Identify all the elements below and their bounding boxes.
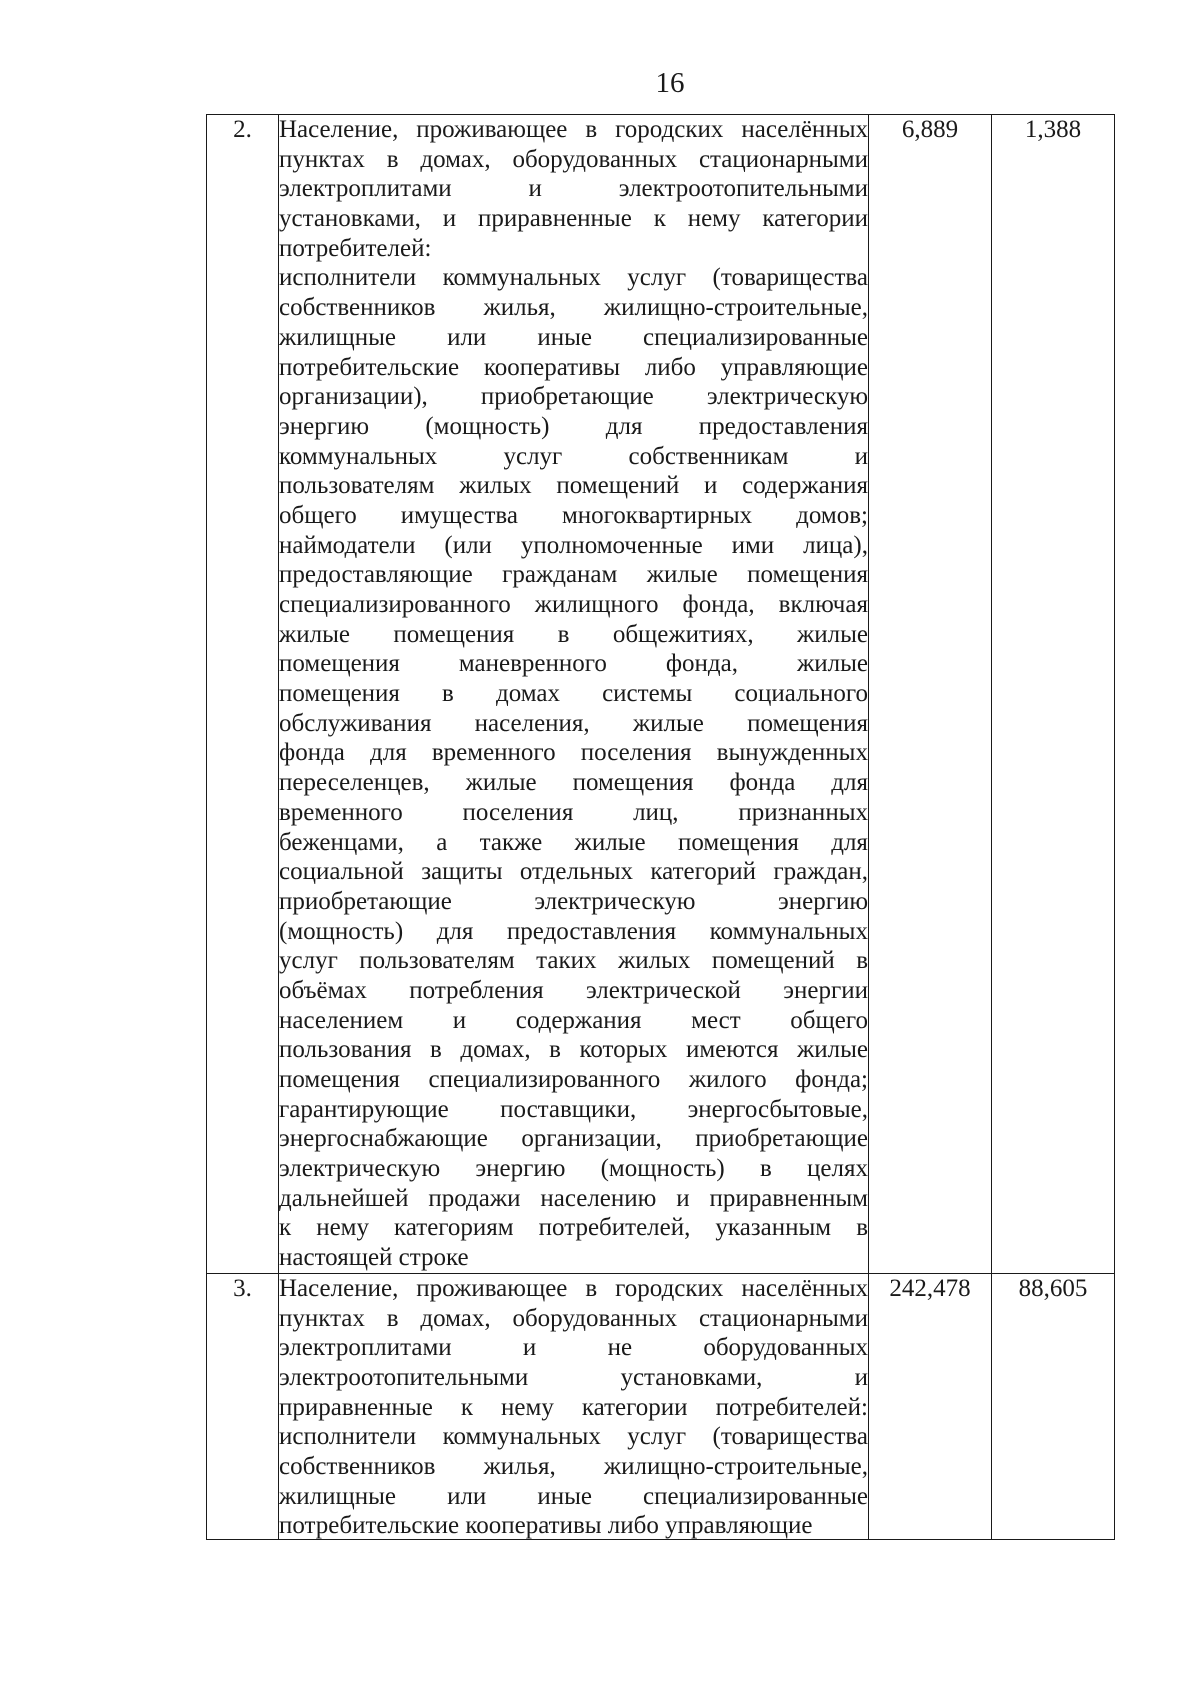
table-row	[207, 115, 1115, 1274]
table-row	[207, 1273, 1115, 1540]
description-line: Население, проживающее в городских населённых	[279, 116, 868, 143]
description-line: приобретающие электрическую энергию	[279, 887, 868, 915]
description-line: энергоснабжающие организации, приобретающие	[279, 1125, 868, 1153]
description-line: электрическую энергию (мощность) в целях	[279, 1155, 868, 1183]
description-line: (мощность) для предоставления коммунальных	[279, 917, 868, 945]
description-line: социальной защиты отдельных категорий граждан,	[279, 858, 868, 886]
row-value-2: 88,605	[992, 1273, 1115, 1540]
description-line: электроотопительными установками, и	[279, 1363, 868, 1391]
description-line: электроплитами и электроотопительными	[279, 175, 868, 203]
description-line: жилищные или иные специализированные	[279, 323, 868, 351]
description-line: собственников жилья, жилищно-строительные,	[279, 294, 868, 322]
description-line: собственников жилья, жилищно-строительные,	[279, 1452, 868, 1480]
description-line: специализированного жилищного фонда, включая	[279, 591, 868, 618]
description-line: к нему категориям потребителей, указанным в	[279, 1214, 868, 1242]
description-line: жилищные или иные специализированные	[279, 1482, 868, 1510]
row-number: 2.	[207, 115, 279, 1274]
description-line: пользователям жилых помещений и содержания	[279, 472, 868, 500]
description-line: предоставляющие гражданам жилые помещения	[279, 561, 868, 589]
description-line: пунктах в домах, оборудованных стационарными	[279, 145, 868, 173]
description-line: установками, и приравненные к нему категории	[279, 205, 868, 233]
description-line: временного поселения лиц, признанных	[279, 798, 868, 826]
description-line: жилые помещения в общежитиях, жилые	[279, 620, 868, 648]
description-line: электроплитами и не оборудованных	[279, 1334, 868, 1362]
description-line: помещения маневренного фонда, жилые	[279, 650, 868, 678]
description-line: приравненные к нему категории потребителей:	[279, 1393, 868, 1421]
description-line: организации), приобретающие электрическую	[279, 383, 868, 411]
description-line: обслуживания населения, жилые помещения	[279, 709, 868, 737]
row-value-2: 1,388	[992, 115, 1115, 1274]
description-line: настоящей строке	[279, 1244, 469, 1272]
description-line: беженцами, а также жилые помещения для	[279, 828, 868, 856]
description-line: Население, проживающее в городских населённых	[279, 1274, 868, 1302]
page-number: 16	[655, 67, 685, 99]
description-line: общего имущества многоквартирных домов;	[279, 501, 868, 529]
row-description	[279, 115, 869, 1274]
description-line: помещения специализированного жилого фонда;	[279, 1066, 868, 1093]
description-line: услуг пользователям таких жилых помещений в	[279, 947, 868, 975]
description-line: исполнители коммунальных услуг (товарищества	[279, 1423, 868, 1451]
description-line: гарантирующие поставщики, энергосбытовые,	[279, 1095, 868, 1123]
description-line: пользования в домах, в которых имеются жилые	[279, 1036, 868, 1064]
description-line: потребительские кооперативы либо управляющие	[279, 1512, 813, 1540]
description-line: потребительские кооперативы либо управляющие	[279, 353, 868, 381]
row-number: 3.	[207, 1273, 279, 1540]
tariff-table	[206, 114, 1115, 1540]
description-line: пунктах в домах, оборудованных стационарными	[279, 1304, 868, 1332]
description-line: объёмах потребления электрической энергии	[279, 976, 868, 1004]
description-line: коммунальных услуг собственникам и	[279, 442, 868, 470]
description-line: дальнейшей продажи населению и приравненным	[279, 1184, 868, 1212]
description-line: переселенцев, жилые помещения фонда для	[279, 769, 868, 797]
description-line: потребителей:	[279, 234, 432, 262]
row-description	[279, 1273, 869, 1540]
description-line: помещения в домах системы социального	[279, 680, 868, 708]
description-line: населением и содержания мест общего	[279, 1006, 868, 1034]
row-value-1: 242,478	[869, 1273, 992, 1540]
description-line: исполнители коммунальных услуг (товарищества	[279, 264, 868, 292]
row-value-1: 6,889	[869, 115, 992, 1274]
description-line: энергию (мощность) для предоставления	[279, 412, 868, 440]
description-line: наймодатели (или уполномоченные ими лица),	[279, 531, 868, 559]
description-line: фонда для временного поселения вынужденных	[279, 739, 868, 767]
